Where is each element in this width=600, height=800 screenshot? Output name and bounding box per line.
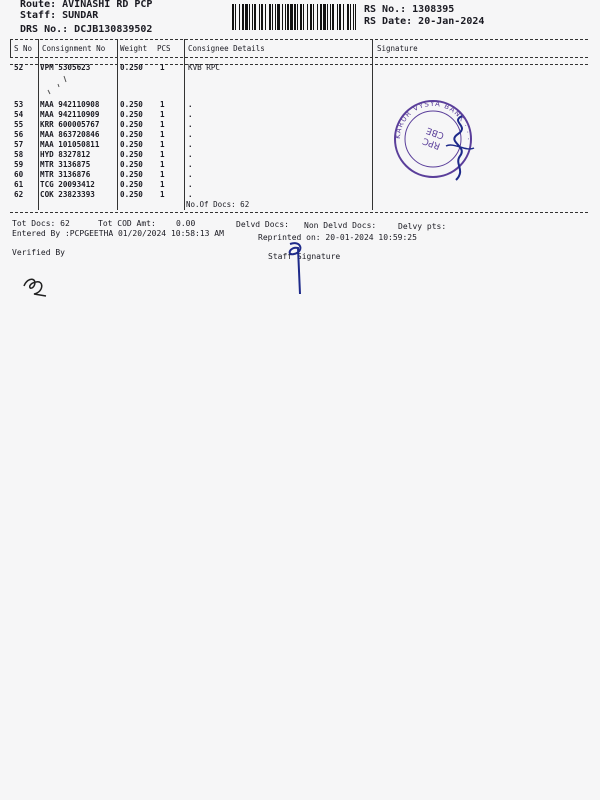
barcode-bar bbox=[323, 4, 326, 30]
rs-date: RS Date: 20-Jan-2024 bbox=[364, 16, 485, 27]
delvd-docs: Delvd Docs: bbox=[236, 220, 289, 229]
table-row bbox=[0, 130, 600, 139]
row-pcs: 1 bbox=[160, 110, 165, 119]
table-bottom-rule bbox=[10, 212, 588, 213]
barcode-bar bbox=[303, 4, 304, 30]
table-row bbox=[0, 100, 600, 109]
barcode-bar bbox=[300, 4, 302, 30]
col-header-consignment: Consignment No bbox=[42, 44, 106, 53]
row-pcs: 1 bbox=[160, 170, 165, 179]
route-line: Route: AVINASHI RD PCP bbox=[20, 0, 153, 10]
row-weight: 0.250 bbox=[120, 110, 143, 119]
barcode-bar bbox=[320, 4, 322, 30]
row-sno: 52 bbox=[14, 63, 24, 72]
tot-cod-label: Tot COD Amt: bbox=[98, 219, 156, 228]
row-consignee: . bbox=[188, 110, 193, 119]
barcode-bar bbox=[287, 4, 289, 30]
barcode-bar bbox=[265, 4, 266, 30]
row-consignment: COK 23823393 bbox=[40, 190, 95, 199]
barcode-bar bbox=[297, 4, 298, 30]
barcode-bar bbox=[294, 4, 296, 30]
row-consignment: MTR 3136876 bbox=[40, 170, 91, 179]
table-row bbox=[0, 150, 600, 159]
barcode-bar bbox=[290, 4, 293, 30]
row-pcs: 1 bbox=[160, 180, 165, 189]
table-row bbox=[0, 180, 600, 189]
row-pcs: 1 bbox=[160, 100, 165, 109]
barcode-bar bbox=[272, 4, 273, 30]
row-weight: 0.250 bbox=[120, 190, 143, 199]
barcode-bar bbox=[235, 4, 236, 30]
barcode-bar bbox=[261, 4, 263, 30]
handwritten-mark bbox=[44, 74, 74, 98]
col-header-consignee: Consignee Details bbox=[188, 44, 265, 53]
row-weight: 0.250 bbox=[120, 120, 143, 129]
barcode-bar bbox=[327, 4, 328, 30]
col-rule bbox=[10, 39, 11, 57]
table-row bbox=[0, 120, 600, 129]
row-pcs: 1 bbox=[160, 160, 165, 169]
barcode-bar bbox=[252, 4, 253, 30]
barcode-bar bbox=[343, 4, 344, 30]
header-top-rule bbox=[10, 39, 588, 40]
barcode-bar bbox=[355, 4, 356, 30]
row-pcs: 1 bbox=[160, 140, 165, 149]
barcode-bar bbox=[249, 4, 250, 30]
row-consignment: VPM 5305623 bbox=[40, 63, 91, 72]
barcode-bar bbox=[242, 4, 244, 30]
row-consignee: . bbox=[188, 170, 193, 179]
barcode-bar bbox=[245, 4, 248, 30]
row-consignment: HYD 8327812 bbox=[40, 150, 91, 159]
svg-text:RPC: RPC bbox=[421, 134, 442, 151]
row-sno: 58 bbox=[14, 150, 24, 159]
barcode-bar bbox=[317, 4, 318, 30]
row-consignee: . bbox=[188, 130, 193, 139]
row-pcs: 1 bbox=[160, 63, 165, 72]
barcode-bar bbox=[282, 4, 283, 30]
row-consignee: KVB RPC bbox=[188, 63, 221, 72]
row-consignee: . bbox=[188, 140, 193, 149]
row-consignee: . bbox=[188, 160, 193, 169]
row-weight: 0.250 bbox=[120, 130, 143, 139]
barcode-bar bbox=[307, 4, 308, 30]
tot-cod-value: 0.00 bbox=[176, 219, 196, 228]
entered-by: Entered By :PCPGEETHA 01/20/2024 10:58:13 AM bbox=[12, 229, 224, 238]
verified-initials-scribble bbox=[20, 274, 48, 298]
barcode-bar bbox=[313, 4, 314, 30]
row-consignee: . bbox=[188, 100, 193, 109]
rs-number: RS No.: 1308395 bbox=[364, 4, 455, 15]
barcode-bar bbox=[232, 4, 234, 30]
row-consignment: KRR 600005767 bbox=[40, 120, 100, 129]
row-consignee: . bbox=[188, 190, 193, 199]
row-sno: 54 bbox=[14, 110, 24, 119]
row-consignee: . bbox=[188, 120, 193, 129]
reprinted-on: Reprinted on: 20-01-2024 10:59:25 bbox=[258, 233, 417, 242]
barcode-bar bbox=[332, 4, 334, 30]
row-sno: 61 bbox=[14, 180, 24, 189]
col-header-signature: Signature bbox=[377, 44, 418, 53]
row-sno: 53 bbox=[14, 100, 24, 109]
barcode-bar bbox=[275, 4, 276, 30]
table-row bbox=[0, 170, 600, 179]
row-consignment: MAA 101050811 bbox=[40, 140, 100, 149]
barcode-bar bbox=[277, 4, 280, 30]
row-sno: 62 bbox=[14, 190, 24, 199]
row-sno: 60 bbox=[14, 170, 24, 179]
row-pcs: 1 bbox=[160, 190, 165, 199]
row-consignment: TCG 20093412 bbox=[40, 180, 95, 189]
row-weight: 0.250 bbox=[120, 63, 143, 72]
barcode-bar bbox=[347, 4, 349, 30]
staff-signature-label: Staff Signature bbox=[268, 252, 341, 261]
staff-signature-scribble bbox=[284, 238, 308, 296]
row-consignee: . bbox=[188, 150, 193, 159]
row-consignment: MAA 863720846 bbox=[40, 130, 100, 139]
barcode-bar bbox=[269, 4, 271, 30]
table-row bbox=[0, 160, 600, 169]
staff-line: Staff: SUNDAR bbox=[20, 10, 99, 21]
delvy-pts: Delvy pts: bbox=[398, 222, 447, 231]
row-pcs: 1 bbox=[160, 150, 165, 159]
barcode-bar bbox=[339, 4, 341, 30]
signature-stamp-area bbox=[440, 112, 480, 184]
barcode-bar bbox=[254, 4, 256, 30]
barcode-bar bbox=[310, 4, 312, 30]
row-weight: 0.250 bbox=[120, 170, 143, 179]
row-consignee: . bbox=[188, 180, 193, 189]
col-header-sno: S No bbox=[14, 44, 33, 53]
row-weight: 0.250 bbox=[120, 180, 143, 189]
non-delvd-docs: Non Delvd Docs: bbox=[304, 221, 377, 230]
barcode-bar bbox=[350, 4, 351, 30]
row-sno: 57 bbox=[14, 140, 24, 149]
row-sno: 56 bbox=[14, 130, 24, 139]
row-pcs: 1 bbox=[160, 120, 165, 129]
row-weight: 0.250 bbox=[120, 150, 143, 159]
header-bottom-rule bbox=[10, 57, 588, 58]
barcode-image bbox=[232, 4, 356, 30]
col-header-weight: Weight bbox=[120, 44, 148, 53]
row-weight: 0.250 bbox=[120, 140, 143, 149]
barcode-bar bbox=[259, 4, 260, 30]
no-of-docs: No.Of Docs: 62 bbox=[186, 200, 250, 209]
table-row bbox=[0, 63, 600, 72]
barcode-bar bbox=[353, 4, 354, 30]
row-pcs: 1 bbox=[160, 130, 165, 139]
barcode-bar bbox=[337, 4, 338, 30]
row-sno: 55 bbox=[14, 120, 24, 129]
row-weight: 0.250 bbox=[120, 100, 143, 109]
row-weight: 0.250 bbox=[120, 160, 143, 169]
row-consignment: MAA 942110909 bbox=[40, 110, 100, 119]
table-row bbox=[0, 190, 600, 199]
svg-text:KARUR VYSYA BANK · · ·: KARUR VYSYA BANK · · · bbox=[393, 99, 473, 142]
svg-text:CBE: CBE bbox=[425, 124, 446, 141]
barcode-bar bbox=[239, 4, 240, 30]
row-consignment: MAA 942110908 bbox=[40, 100, 100, 109]
tot-docs: Tot Docs: 62 bbox=[12, 219, 70, 228]
barcode-bar bbox=[330, 4, 331, 30]
barcode-bar bbox=[285, 4, 286, 30]
table-row bbox=[0, 140, 600, 149]
table-row bbox=[0, 110, 600, 119]
drs-number: DRS No.: DCJB130839502 bbox=[20, 24, 153, 35]
col-header-pcs: PCS bbox=[157, 44, 171, 53]
verified-by-label: Verified By bbox=[12, 248, 65, 257]
row-consignment: MTR 3136875 bbox=[40, 160, 91, 169]
row-sno: 59 bbox=[14, 160, 24, 169]
